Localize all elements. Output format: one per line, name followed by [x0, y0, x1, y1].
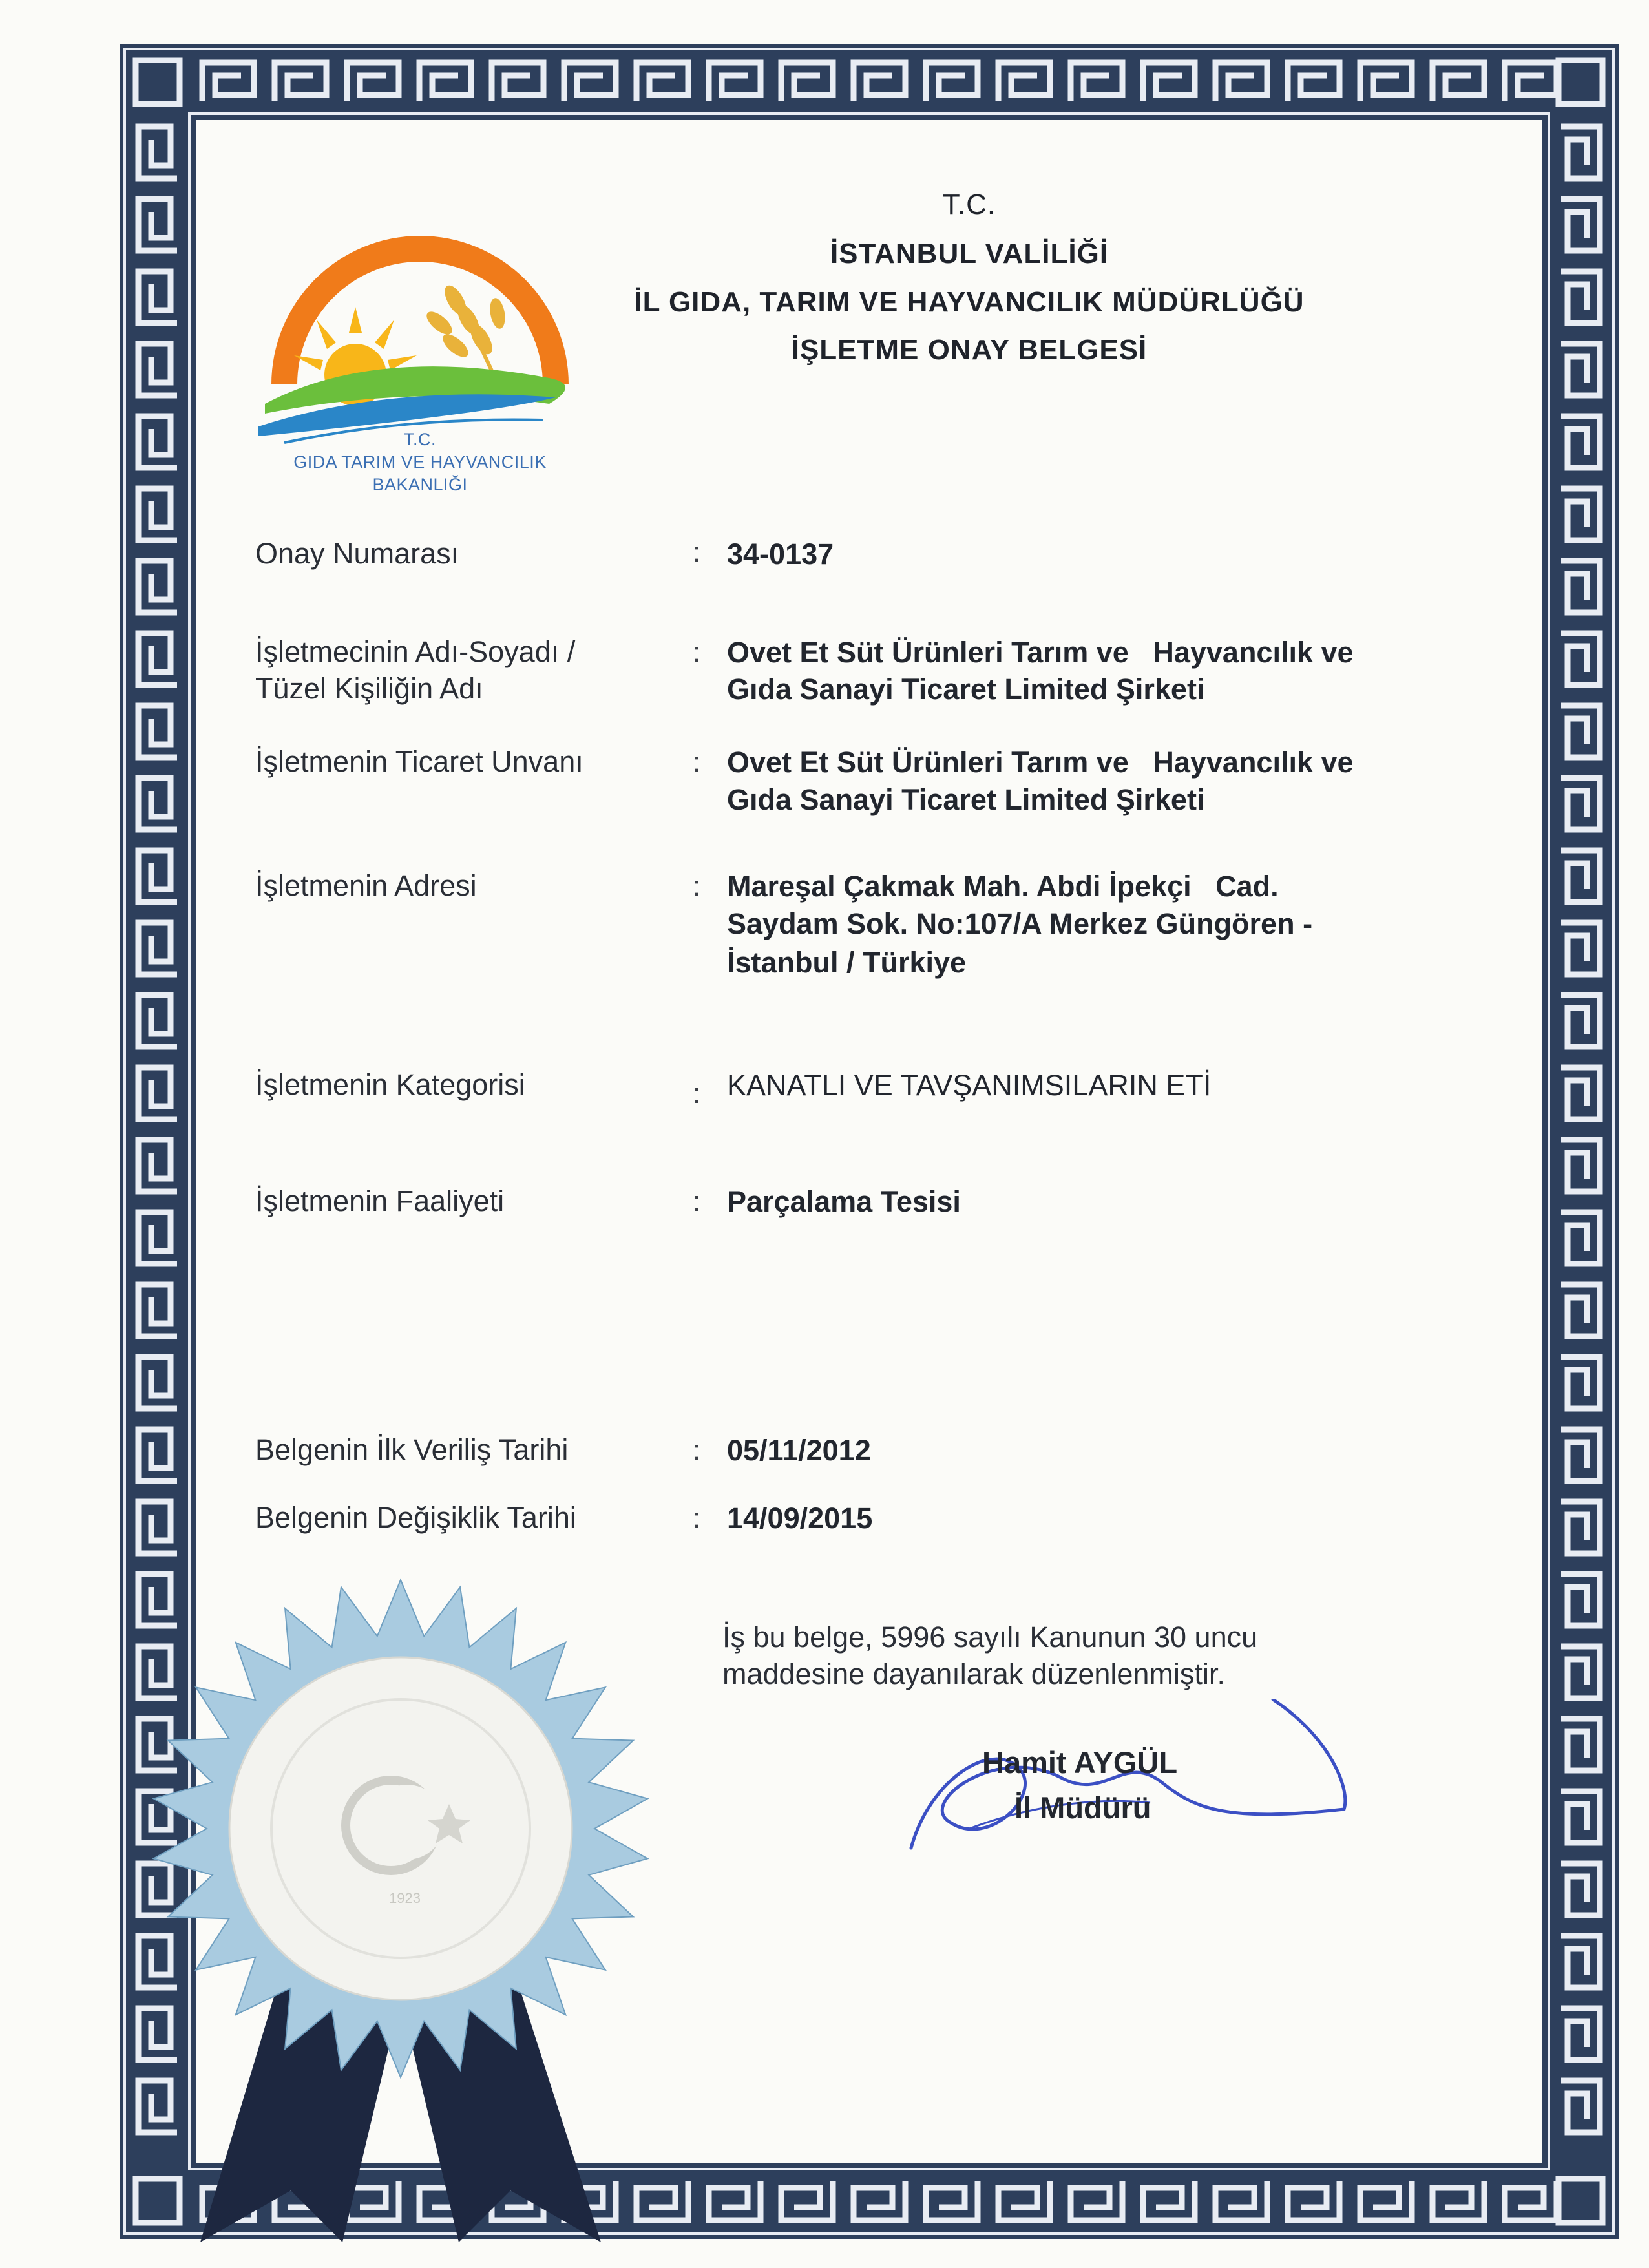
document-title: İŞLETME ONAY BELGESİ — [791, 334, 1148, 366]
value-degisiklik-tarihi: 14/09/2015 — [727, 1502, 873, 1535]
legal-note-line1: İş bu belge, 5996 sayılı Kanunun 30 uncu — [722, 1621, 1258, 1654]
colon: : — [693, 1502, 701, 1534]
legal-note-line2: maddesine dayanılarak düzenlenmiştir. — [722, 1657, 1225, 1690]
value-faaliyet: Parçalama Tesisi — [727, 1185, 961, 1218]
value-isletmeci-line1: Ovet Et Süt Ürünleri Tarım ve Hayvancılık ve — [727, 636, 1354, 669]
colon: : — [693, 1078, 701, 1109]
colon: : — [693, 536, 701, 568]
label-ticaret-unvani: İşletmenin Ticaret Unvanı — [255, 745, 583, 778]
value-ticaret-unvani-line1: Ovet Et Süt Ürünleri Tarım ve Hayvancılık ve — [727, 746, 1354, 779]
label-faaliyet: İşletmenin Faaliyeti — [255, 1184, 505, 1217]
logo-caption-bakanligi: BAKANLIĞI — [372, 475, 468, 494]
colon: : — [693, 636, 701, 668]
label-isletmeci-line2: Tüzel Kişiliğin Adı — [255, 672, 483, 705]
header-mudurluk: İL GIDA, TARIM VE HAYVANCILIK MÜDÜRLÜĞÜ — [634, 286, 1305, 318]
label-kategori: İşletmenin Kategorisi — [255, 1068, 525, 1101]
value-isletmeci-line2: Gıda Sanayi Ticaret Limited Şirketi — [727, 673, 1205, 706]
legal-note — [722, 1619, 1257, 1692]
value-adres-line1: Mareşal Çakmak Mah. Abdi İpekçi Cad. — [727, 870, 1279, 903]
colon: : — [693, 746, 701, 778]
seal-year: 1923 — [389, 1890, 421, 1906]
label-degisiklik-tarihi: Belgenin Değişiklik Tarihi — [255, 1501, 576, 1534]
signatory-name: Hamit AYGÜL — [982, 1745, 1178, 1780]
label-isletmeci-line1: İşletmecinin Adı-Soyadı / — [255, 635, 576, 668]
label-adres: İşletmenin Adresi — [255, 869, 477, 902]
value-ticaret-unvani-line2: Gıda Sanayi Ticaret Limited Şirketi — [727, 783, 1205, 816]
value-onay-numarasi: 34-0137 — [727, 538, 834, 571]
header-tc: T.C. — [942, 189, 996, 220]
label-onay-numarasi: Onay Numarası — [255, 537, 459, 570]
colon: : — [693, 1434, 701, 1466]
colon: : — [693, 870, 701, 902]
header-valilik: İSTANBUL VALİLİĞİ — [830, 238, 1109, 269]
value-kategori: KANATLI VE TAVŞANIMSILARIN ETİ — [727, 1069, 1212, 1102]
official-seal-rosette — [149, 1570, 653, 2242]
value-adres-line3: İstanbul / Türkiye — [727, 946, 967, 979]
colon: : — [693, 1186, 701, 1217]
logo-caption-tc: T.C. — [403, 430, 436, 449]
value-ilk-verilis-tarihi: 05/11/2012 — [727, 1434, 871, 1467]
ministry-logo — [246, 191, 582, 449]
signatory-title: İl Müdürü — [1014, 1790, 1151, 1825]
label-ilk-verilis-tarihi: Belgenin İlk Veriliş Tarihi — [255, 1433, 569, 1466]
value-adres-line2: Saydam Sok. No:107/A Merkez Güngören - — [727, 907, 1313, 940]
logo-caption-ministry: GIDA TARIM VE HAYVANCILIK — [293, 452, 547, 472]
